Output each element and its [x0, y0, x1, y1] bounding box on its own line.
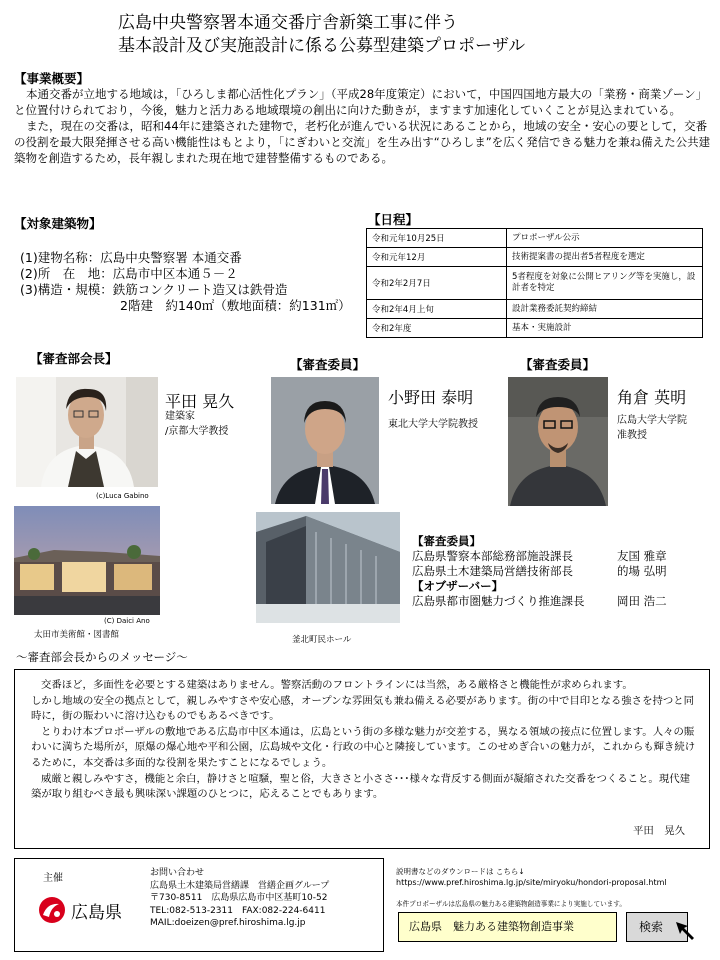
contact-details — [150, 867, 329, 930]
chair-name: 平田 晃久 — [165, 392, 235, 411]
committee-member-row-1: 広島県警察本部総務部施設課長 友国 雅章 — [412, 549, 667, 563]
member1-portrait-photo — [271, 377, 379, 504]
message-body — [31, 678, 699, 803]
inquiry-label: お問い合わせ — [150, 868, 205, 878]
schedule-table — [366, 228, 703, 338]
town-hall-caption: 釜北町民ホール — [292, 635, 352, 645]
chair-heading: 【審査部会長】 — [30, 351, 118, 366]
contact-org: 広島県土木建築局営繕課 営繕企画グループ — [150, 880, 330, 891]
chair-title-2: /京都大学教授 — [165, 426, 229, 437]
contact-address: 〒730-8511 広島県広島市中区基町10-52 — [150, 893, 328, 904]
organizer-label: 主催 — [43, 873, 63, 884]
hiroshima-logo — [37, 895, 122, 925]
hiroshima-logo-icon — [37, 895, 67, 925]
committee-member-row-2: 広島県土木建築局営繕技術部長 的場 弘明 — [412, 564, 667, 578]
search-query-box[interactable]: 広島県 魅力ある建築物創造事業 — [398, 912, 617, 942]
member2-name: 角倉 英明 — [617, 388, 687, 407]
committee-observer-row: 広島県都市圏魅力づくり推進課長 岡田 浩二 — [412, 594, 667, 608]
target-row-location: (2)所 在 地：広島市中区本通５－２ — [20, 266, 238, 281]
chair-photo-credit: (c)Luca Gabino — [96, 492, 149, 500]
ota-museum-credit: (C) Daici Ano — [104, 617, 150, 625]
page-title-line2: 基本設計及び実施設計に係る公募型建築プロポーザル — [118, 36, 526, 56]
target-row-structure: (3)構造・規模：鉄筋コンクリート造又は鉄骨造 — [20, 282, 288, 297]
message-box — [14, 669, 710, 849]
member1-name: 小野田 泰明 — [388, 388, 474, 407]
page-title-line1: 広島中央警察署本通交番庁舎新築工事に伴う — [118, 13, 458, 33]
target-row-scale: 2階建 約140㎡（敷地面積：約131㎡） — [120, 298, 351, 313]
overview-body — [14, 86, 714, 166]
table-row: 令和2年4月上旬 設計業務委託契約締結 — [367, 300, 703, 319]
committee-block — [412, 534, 667, 609]
member1-title: 東北大学大学院教授 — [388, 419, 478, 430]
download-label: 説明書などのダウンロードは こちら↓ — [396, 867, 525, 876]
message-para-1: 交番ほど，多面性を必要とする建築はありません。警察活動のフロントラインには当然，ある厳格さと機能性が求められます。 — [41, 679, 633, 691]
target-list — [20, 250, 351, 314]
cursor-arrow-icon — [672, 920, 700, 942]
table-row: 令和2年2月7日 5者程度を対象に公開ヒアリング等を実施し，設計者を特定 — [367, 267, 703, 300]
message-para-2: しかし地域の安全の拠点として，親しみやすさや安心感，オープンな雰囲気も兼ね備える必要があります。街の中で目印となる強さを持つと同時に，街の賑わいに溶け込むものでもあるべきです。 — [31, 694, 695, 723]
contact-tel: TEL:082-513-2311 FAX:082-224-6411 — [150, 905, 326, 916]
search-button[interactable]: 検索 — [626, 912, 688, 942]
ota-museum-caption: 太田市美術館・図書館 — [34, 630, 120, 640]
message-para-3: とりわけ本プロポーザルの敷地である広島市中区本通は，広島という街の多様な魅力が交差する，異なる領域の接点に位置します。人々の賑わいに満ちた場所が，原爆の爆心地や平和公園，広島城や文化・行政の中心と隣接しています。このせめぎ合いの魅力が，これからも輝き続けるために，本交番は多面的な役割を果たすことになるでしょう。 — [31, 725, 696, 769]
hiroshima-logo-text: 広島県 — [71, 902, 122, 923]
message-signature: 平田 晃久 — [633, 825, 685, 838]
committee-observer-heading: 【オブザーバー】 — [412, 579, 504, 593]
message-para-4: 威厳と親しみやすさ，機能と余白，静けさと喧騒，聖と俗，大きさと小ささ･･･様々な背反する側面が凝縮された交番をつくること。現代建築が取り組むべき最も興味深い課題のひとつに，応えることでもあります。 — [31, 772, 690, 801]
member2-title-2: 准教授 — [617, 430, 647, 441]
member2-heading: 【審査委員】 — [520, 357, 596, 372]
committee-member-heading: 【審査委員】 — [412, 534, 481, 548]
target-heading: 【対象建築物】 — [14, 216, 102, 231]
message-heading: ～審査部会長からのメッセージ～ — [16, 650, 188, 664]
member2-portrait-photo — [508, 377, 608, 506]
ota-museum-photo — [14, 506, 160, 615]
contact-mail[interactable]: MAIL:doeizen@pref.hiroshima.lg.jp — [150, 918, 306, 929]
member1-heading: 【審査委員】 — [290, 357, 366, 372]
chair-portrait-photo — [16, 377, 158, 487]
table-row: 令和元年12月 技術提案書の提出者5者程度を選定 — [367, 248, 703, 267]
program-note: 本件プロポーザルは広島県の魅力ある建築物創造事業により実施しています。 — [396, 900, 626, 908]
chair-title-1: 建築家 — [165, 411, 195, 422]
contact-box — [14, 858, 384, 952]
download-url[interactable]: https://www.pref.hiroshima.lg.jp/site/miryoku/hondori-proposal.html — [396, 878, 667, 887]
table-row: 令和2年度 基本・実施設計 — [367, 319, 703, 338]
overview-para-2: また，現在の交番は，昭和44年に建築された建物で，老朽化が進んでいる状況にあることから，地域の安全・安心の要として，交番の役割を最大限発揮させる高い機能性はもとより，「にぎわいと交流」を生み出す“ひろしま”を広く発信できる魅力を兼ね備えた公共建築物を創造するため，長年親しまれた現在地で建替整備するものである。 — [14, 119, 711, 165]
schedule-heading: 【日程】 — [368, 212, 419, 227]
member2-title-1: 広島大学大学院 — [617, 415, 687, 426]
overview-heading: 【事業概要】 — [14, 71, 90, 86]
table-row: 令和元年10月25日 プロポーザル公示 — [367, 229, 703, 248]
town-hall-photo — [256, 512, 400, 623]
overview-para-1: 本通交番が立地する地域は，「ひろしま都心活性化プラン」（平成28年度策定）において，中国四国地方最大の「業務・商業ゾーン」と位置付けられており，今後，魅力と活力ある地域環境の創出に向けた動きが，ますます加速化していくことが見込まれている。 — [14, 87, 708, 117]
target-row-name: (1)建物名称：広島中央警察署 本通交番 — [20, 250, 242, 265]
